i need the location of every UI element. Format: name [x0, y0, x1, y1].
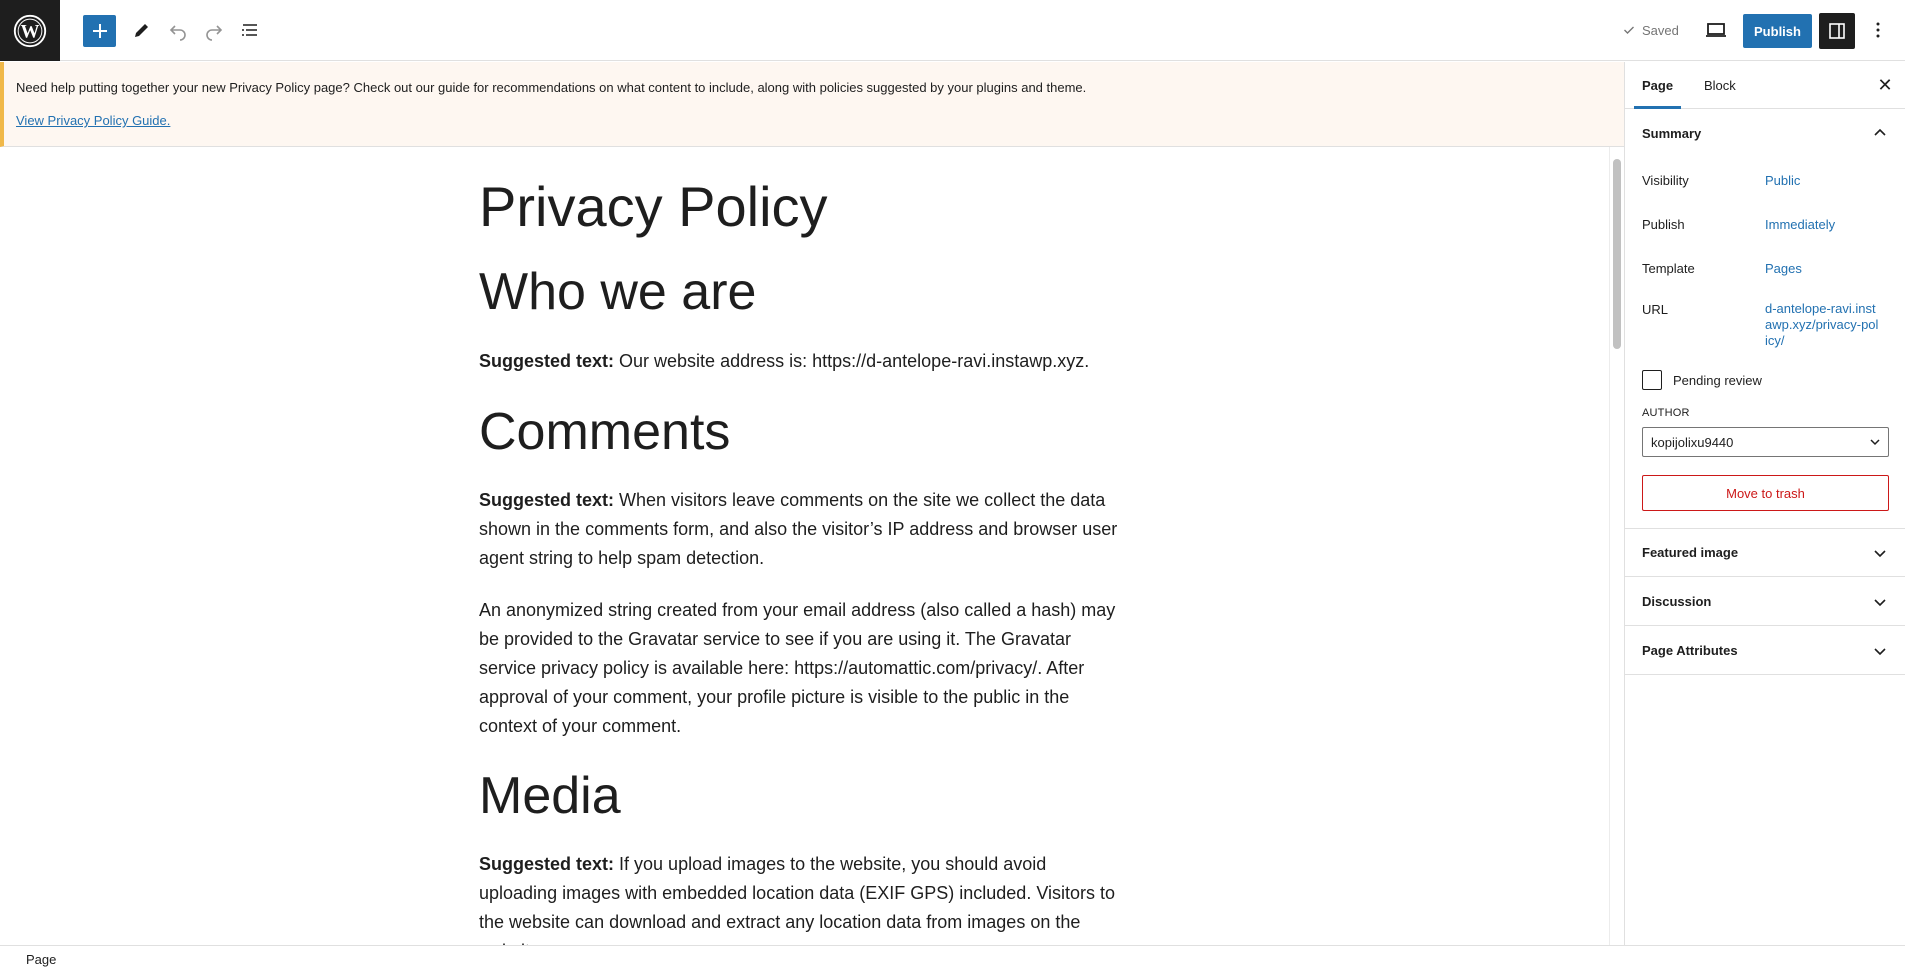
redo-button[interactable] [196, 12, 232, 48]
add-block-button[interactable] [83, 15, 116, 47]
check-icon [1620, 21, 1638, 39]
tools-button[interactable] [124, 12, 160, 48]
close-icon[interactable]: ✕ [1877, 75, 1893, 95]
paragraph-text: If you upload images to the website, you should avoid uploading images with embedded location data (EXIF GPS) included. Visitors to the website can download and extract any location data from images on the [479, 854, 1116, 932]
suggested-label: Suggested text: [479, 854, 615, 874]
block-breadcrumb-bar [0, 945, 1905, 971]
move-to-trash-button[interactable]: Move to trash [1642, 475, 1889, 511]
svg-text:W: W [20, 21, 40, 43]
undo-icon [166, 18, 190, 42]
scrollbar-thumb[interactable] [1613, 159, 1621, 349]
featured-image-title: Featured image [1642, 545, 1739, 560]
heading-comments[interactable]: Comments [479, 403, 731, 461]
chevron-down-icon [1872, 545, 1888, 561]
paragraph-text: Our website address is: https://d-antelope-ravi.instawp.xyz. [614, 351, 1090, 371]
chevron-down-icon [1869, 436, 1881, 448]
pencil-icon [130, 18, 154, 42]
settings-sidebar [1624, 62, 1905, 945]
heading-media[interactable]: Media [479, 767, 621, 825]
url-value[interactable]: d-antelope-ravi.instawp.xyz/privacy-policy/ [1765, 301, 1879, 348]
visibility-label: Visibility [1642, 173, 1689, 188]
editor-canvas[interactable] [0, 147, 1624, 945]
saved-label: Saved [1642, 22, 1679, 38]
discussion-panel-header[interactable] [1625, 578, 1906, 626]
publish-date-value[interactable]: Immediately [1765, 217, 1836, 232]
author-label: AUTHOR [1642, 407, 1690, 419]
publish-label: Publish [1642, 217, 1685, 232]
publish-button[interactable]: Publish [1743, 14, 1812, 48]
visibility-value[interactable]: Public [1765, 173, 1801, 188]
author-select[interactable] [1642, 427, 1889, 457]
list-view-icon [238, 18, 262, 42]
url-label: URL [1642, 302, 1669, 317]
settings-button[interactable] [1819, 13, 1855, 49]
canvas-scrollbar[interactable] [1609, 147, 1624, 945]
sidebar-tabs [1625, 62, 1906, 109]
page-attributes-title: Page Attributes [1642, 643, 1738, 658]
breadcrumb-page[interactable]: Page [26, 952, 57, 967]
tab-block[interactable]: Block [1704, 78, 1736, 93]
desktop-icon [1704, 18, 1728, 42]
preview-button[interactable] [1698, 12, 1734, 48]
document-overview-button[interactable] [232, 12, 268, 48]
discussion-title: Discussion [1642, 594, 1712, 609]
pending-review-label[interactable]: Pending review [1673, 373, 1762, 388]
featured-image-panel-header[interactable] [1625, 529, 1906, 577]
wordpress-logo-icon[interactable] [0, 0, 60, 61]
window-edge [1905, 0, 1920, 971]
chevron-down-icon [1872, 594, 1888, 610]
privacy-policy-notice [0, 62, 1624, 147]
heading-who-we-are[interactable]: Who we are [479, 263, 757, 321]
template-label: Template [1642, 261, 1695, 276]
options-button[interactable] [1860, 12, 1896, 48]
page-attributes-panel-header[interactable] [1625, 627, 1906, 675]
page-title[interactable]: Privacy Policy [479, 175, 828, 238]
paragraph-who-we-are[interactable] [479, 347, 1129, 376]
more-vertical-icon [1866, 18, 1890, 42]
author-value: kopijolixu9440 [1651, 434, 1734, 450]
saved-status [1620, 21, 1679, 39]
summary-title: Summary [1642, 125, 1702, 141]
tab-page[interactable]: Page [1642, 62, 1673, 109]
undo-button[interactable] [160, 12, 196, 48]
wordpress-icon [11, 12, 49, 50]
notice-text: Need help putting together your new Privacy Policy page? Check out our guide for recommendations on what content to include, along with policies suggested by your plugins and theme. [16, 80, 1087, 95]
suggested-label: Suggested text: [479, 351, 615, 371]
paragraph-gravatar[interactable]: An anonymized string created from your email address (also called a hash) may be provided to the Gravatar service to see if you are using it. The Gravatar service privacy policy is available here: https://automattic.com/privacy/. After approval of your comment, your profile picture is visible to the public in the context of your comment. [479, 600, 1116, 736]
suggested-label: Suggested text: [479, 490, 615, 510]
chevron-down-icon [1872, 643, 1888, 659]
template-value[interactable]: Pages [1765, 261, 1802, 276]
sidebar-icon [1825, 19, 1849, 43]
paragraph-text: When visitors leave comments on the site we collect the data shown in the comments form, and also the visitor’s IP address and browser user agent string to help spam detection. [479, 490, 1118, 568]
plus-icon [88, 19, 112, 43]
paragraph-comments[interactable] [479, 486, 1129, 573]
redo-icon [202, 18, 226, 42]
privacy-guide-link[interactable]: View Privacy Policy Guide. [16, 113, 171, 128]
pending-review-checkbox[interactable] [1642, 370, 1662, 390]
chevron-up-icon [1872, 125, 1888, 141]
summary-panel-header[interactable] [1625, 109, 1906, 157]
editor-header [0, 0, 1920, 61]
